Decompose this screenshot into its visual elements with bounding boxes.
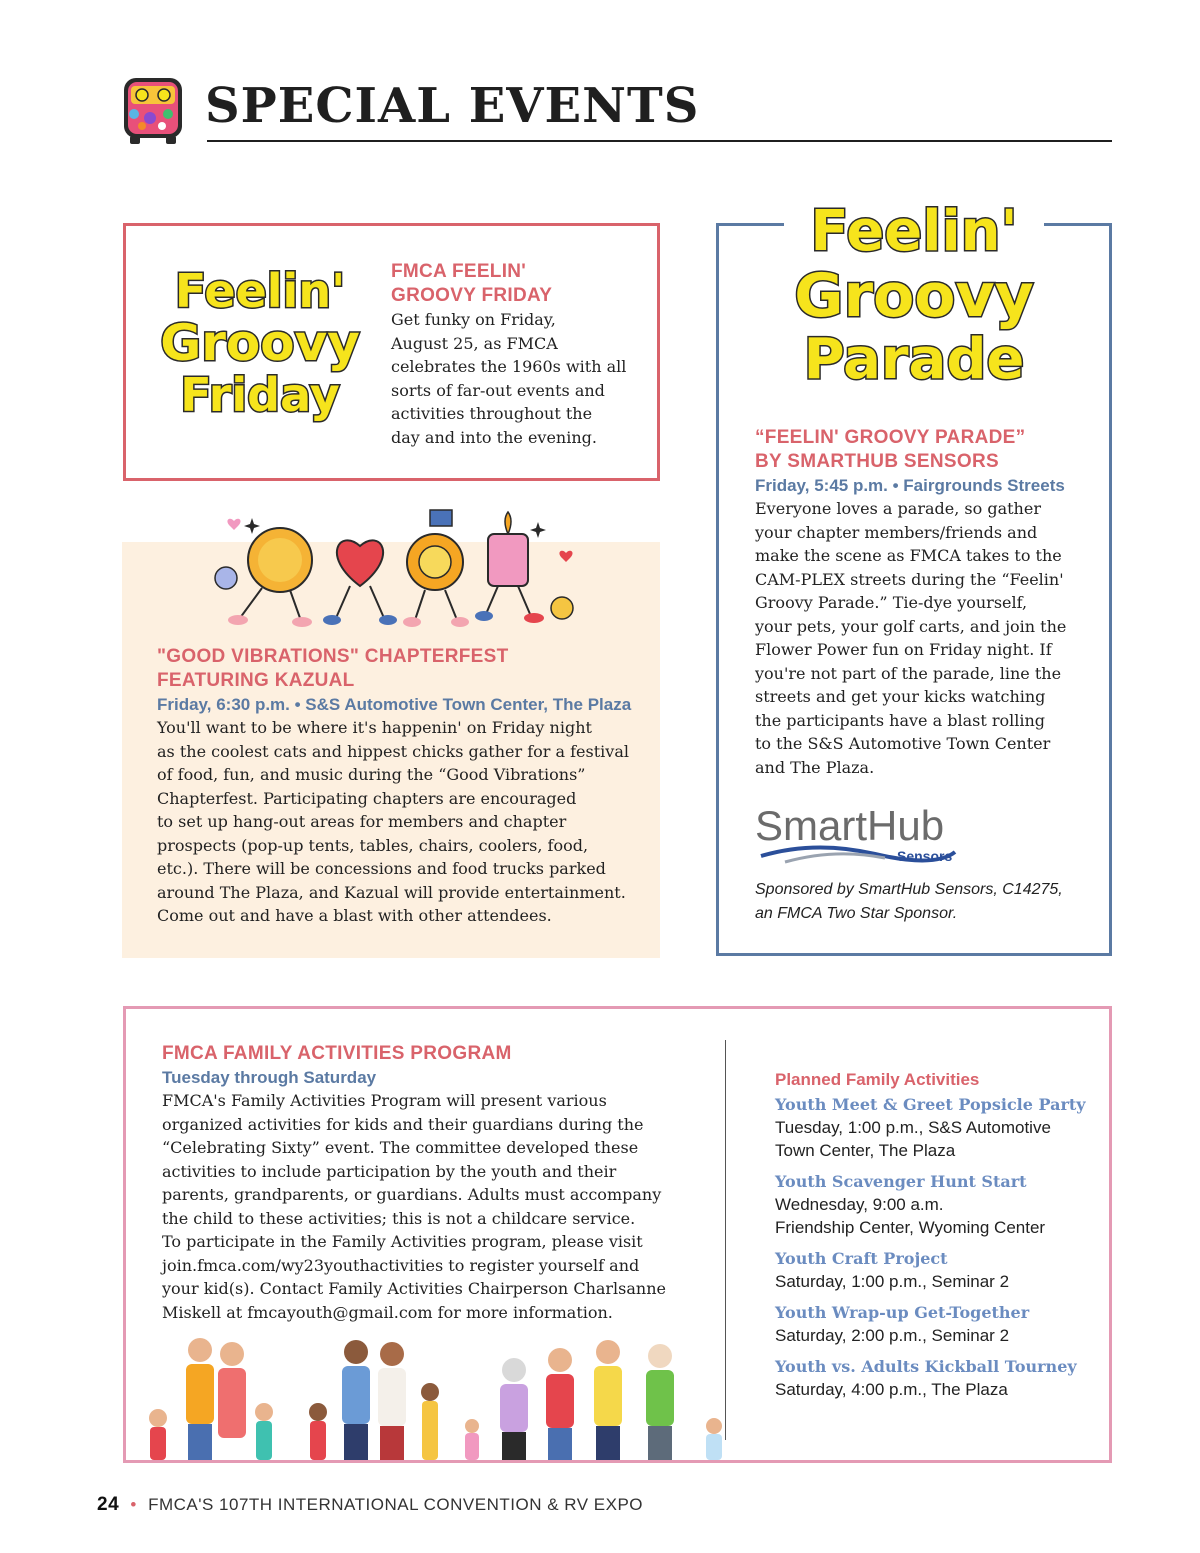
activity-title: Youth Meet & Greet Popsicle Party [775,1095,1086,1114]
logo-line: Friday [180,368,340,422]
body-line: etc.). There will be concessions and food trucks parked [157,859,606,878]
groovy-friday-logo [160,262,360,444]
sponsor-line: an FMCA Two Star Sponsor. [755,905,958,922]
body-line: Everyone loves a parade, so gather [755,499,1041,518]
activity-title: Youth Craft Project [775,1249,948,1268]
parade-when-where: Friday, 5:45 p.m. • Fairgrounds Streets [755,476,1065,495]
sponsor-line: Sponsored by SmartHub Sensors, C14275, [755,881,1063,898]
activity-detail: Saturday, 2:00 p.m., Seminar 2 [775,1326,1010,1345]
family-heading: FMCA FAMILY ACTIVITIES PROGRAM [162,1043,512,1064]
body-line: to set up hang-out areas for members and chapter [157,812,567,831]
body-line: You'll want to be where it's happenin' on Friday night [157,718,592,737]
activity-item [775,1248,1095,1293]
page-footer [97,1494,643,1516]
body-line: sorts of far-out events and [391,380,605,400]
body-line: your pets, your golf carts, and join the [755,616,1067,636]
body-line: and The Plaza. [755,757,875,777]
groovy-friday-heading: GROOVY FRIDAY [391,285,553,306]
logo-line: Feelin' [174,264,346,318]
body-line: the participants have a blast rolling [755,710,1046,730]
activity-detail: Saturday, 4:00 p.m., The Plaza [775,1380,1008,1399]
groovy-parade-logo [784,188,1044,410]
groovy-characters-illustration [190,498,590,636]
logo-line: Groovy [160,314,360,372]
activity-item [775,1302,1095,1347]
family-days: Tuesday through Saturday [162,1068,377,1087]
body-line: “Celebrating Sixty” event. The committee developed these [162,1138,639,1157]
bus-icon [120,74,186,146]
body-line: activities throughout the [391,404,593,423]
smarthub-logo [755,804,965,866]
title-divider [207,140,1112,142]
body-line: around The Plaza, and Kazual will provide entertainment. [157,882,626,902]
body-line: day and into the evening. [391,427,597,447]
chapterfest-text [157,645,647,928]
body-line: FMCA's Family Activities Program will present various [162,1091,607,1110]
activity-title: Youth Scavenger Hunt Start [775,1172,1027,1191]
activity-detail: Friendship Center, Wyoming Center [775,1218,1046,1237]
body-line: join.fmca.com/wy23youthactivities to register yourself and [162,1255,640,1275]
body-line: Flower Power fun on Friday night. If [755,640,1052,659]
body-line: Groovy Parade.” Tie-dye yourself, [755,593,1028,612]
activity-detail: Wednesday, 9:00 a.m. [775,1195,944,1214]
smarthub-logo-sensors: Sensors [897,848,953,864]
body-line: Chapterfest. Participating chapters are encouraged [157,788,577,808]
body-line: August 25, as FMCA [391,333,558,353]
body-line: to the S&S Automotive Town Center [755,734,1051,753]
groovy-friday-heading: FMCA FEELIN' [391,261,527,282]
footer-text: FMCA'S 107TH INTERNATIONAL CONVENTION & RV EXPO [148,1495,644,1514]
body-line: CAM-PLEX streets during the “Feelin' [755,569,1064,589]
body-line: organized activities for kids and their guardians during the [162,1114,644,1134]
body-line: prospects (pop-up tents, tables, chairs, coolers, food, [157,835,589,855]
logo-line: Feelin' [810,199,1018,264]
page-number: 24 [97,1494,120,1515]
smarthub-logo-wordmark: SmartHub [755,802,945,849]
groovy-parade-text [755,426,1085,779]
parade-heading: BY SMARTHUB SENSORS [755,451,999,472]
body-line: you're not part of the parade, line the [755,663,1062,683]
groovy-friday-text [391,260,641,449]
parade-heading: “FEELIN' GROOVY PARADE” [755,427,1026,448]
activity-title: Youth vs. Adults Kickball Tourney [775,1357,1077,1376]
body-line: Come out and have a blast with other attendees. [157,906,552,925]
body-line: your kid(s). Contact Family Activities Chairperson Charlsanne [162,1279,666,1298]
activity-detail: Saturday, 1:00 p.m., Seminar 2 [775,1272,1010,1291]
body-line: of food, fun, and music during the “Good Vibrations” [157,765,586,784]
activity-detail: Tuesday, 1:00 p.m., S&S Automotive [775,1118,1051,1137]
body-line: streets and get your kicks watching [755,687,1046,706]
body-line: parents, grandparents, or guardians. Adults must accompany [162,1185,662,1204]
chapterfest-when-where: Friday, 6:30 p.m. • S&S Automotive Town Center, The Plaza [157,695,632,714]
chapterfest-heading: "GOOD VIBRATIONS" CHAPTERFEST [157,646,509,667]
logo-line: Parade [803,327,1025,392]
planned-activities-heading: Planned Family Activities [775,1070,980,1089]
bullet-icon: • [130,1495,137,1514]
body-line: make the scene as FMCA takes to the [755,546,1062,565]
activity-item [775,1171,1095,1239]
body-line: To participate in the Family Activities program, please visit [162,1232,643,1251]
activity-item [775,1094,1095,1162]
page-title: SPECIAL EVENTS [205,78,700,134]
activity-title: Youth Wrap-up Get-Together [775,1303,1030,1322]
planned-activities [775,1068,1095,1401]
activity-item [775,1356,1095,1401]
body-line: activities to include participation by the youth and their [162,1161,617,1181]
body-line: Get funky on Friday, [391,310,556,329]
activity-detail: Town Center, The Plaza [775,1141,956,1160]
body-line: your chapter members/friends and [755,522,1038,542]
body-line: as the coolest cats and hippest chicks gather for a festival [157,741,629,761]
body-line: Miskell at fmcayouth@gmail.com for more information. [162,1302,613,1322]
family-illustration [130,1330,750,1460]
family-activities-text [162,1042,682,1324]
chapterfest-heading: FEATURING KAZUAL [157,670,355,691]
body-line: celebrates the 1960s with all [391,357,627,376]
body-line: the child to these activities; this is not a childcare service. [162,1208,636,1228]
sponsor-credit [755,878,1095,926]
logo-line: Groovy [794,261,1034,331]
